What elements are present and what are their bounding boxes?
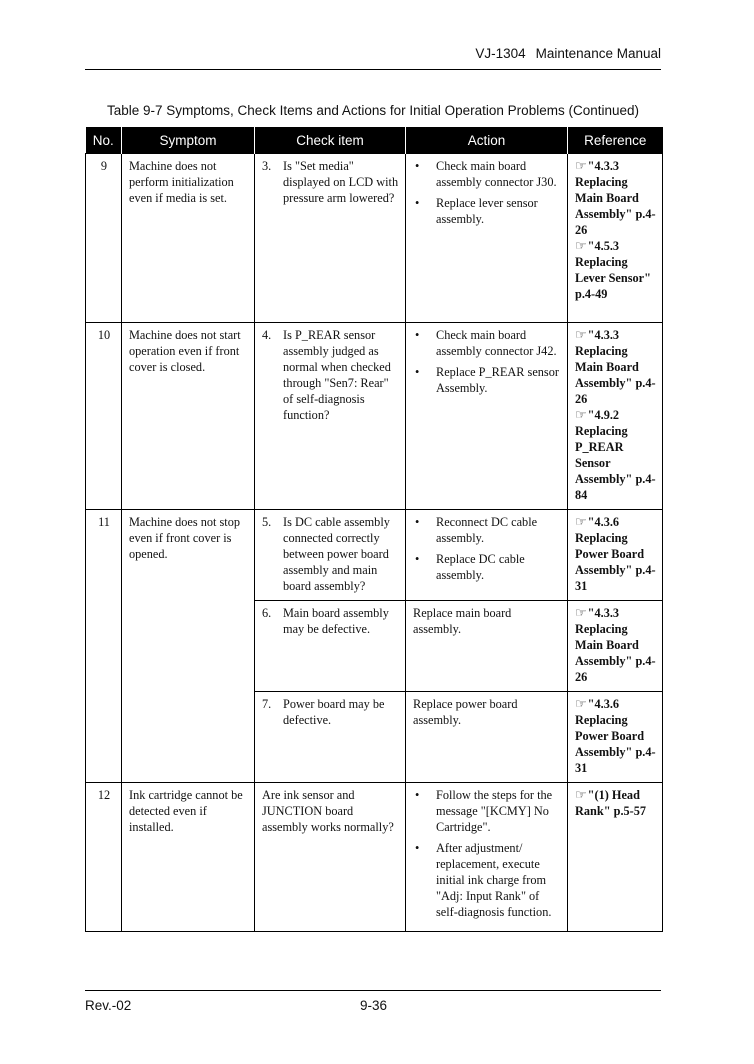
page-number: 9-36: [360, 998, 388, 1013]
check-text: Is "Set media" displayed on LCD with pressure arm lowered?: [283, 159, 399, 205]
reference-cell: [568, 510, 663, 601]
action-item: • Replace lever sensor assembly.: [415, 196, 538, 226]
action-item: • Replace DC cable assembly.: [415, 552, 525, 582]
table-row: [86, 323, 663, 510]
check-item-cell: Are ink sensor and JUNCTION board assembly works normally?: [255, 783, 406, 932]
action-cell: [406, 154, 568, 323]
check-item-cell: [255, 154, 406, 323]
check-text: Is DC cable assembly connected correctly between power board assembly and main board assembly?: [283, 515, 390, 593]
check-number: 4.: [262, 328, 272, 342]
pointing-hand-icon: ☞: [575, 605, 587, 620]
pointing-hand-icon: ☞: [575, 327, 587, 342]
reference-link[interactable]: ☞"4.3.6 Replacing Power Board Assembly" p.4-31: [575, 514, 656, 593]
pointing-hand-icon: ☞: [575, 787, 587, 802]
bullet-icon: •: [415, 515, 420, 529]
reference-cell: [568, 601, 663, 692]
pointing-hand-icon: ☞: [575, 696, 587, 711]
symptom-cell: Machine does not stop even if front cover is opened.: [122, 510, 255, 783]
symptom-cell: Machine does not perform initialization even if media is set.: [122, 154, 255, 323]
pointing-hand-icon: ☞: [575, 238, 587, 253]
table-row: [86, 154, 663, 323]
reference-link[interactable]: ☞"4.3.6 Replacing Power Board Assembly" p.4-31: [575, 696, 656, 775]
symptom-cell: Ink cartridge cannot be detected even if installed.: [122, 783, 255, 932]
reference-link[interactable]: ☞"(1) Head Rank" p.5-57: [575, 787, 647, 818]
footer-rule: [85, 990, 661, 991]
check-number: 3.: [262, 159, 272, 173]
action-item: • Replace P_REAR sensor Assembly.: [415, 365, 559, 395]
action-cell: [406, 783, 568, 932]
running-header: [475, 46, 661, 61]
column-header-no: No.: [86, 127, 122, 154]
header-rule: [85, 69, 661, 70]
check-number: 5.: [262, 515, 272, 529]
bullet-icon: •: [415, 841, 420, 855]
reference-cell: [568, 692, 663, 783]
column-header-symptom: Symptom: [122, 127, 255, 154]
bullet-icon: •: [415, 328, 420, 342]
reference-link[interactable]: ☞"4.3.3 Replacing Main Board Assembly" p.4-26: [575, 327, 656, 406]
action-item: • After adjustment/ replacement, execute initial ink charge from "Adj: Input Rank" of self-diagnosis function.: [415, 841, 552, 919]
row-number: 9: [86, 154, 122, 323]
table-row: [86, 510, 663, 601]
reference-cell: [568, 323, 663, 510]
doc-id: VJ-1304: [475, 46, 526, 61]
bullet-icon: •: [415, 365, 420, 379]
check-text: Is P_REAR sensor assembly judged as normal when checked through "Sen7: Rear" of self-diagnosis function?: [283, 328, 391, 422]
reference-link[interactable]: ☞"4.3.3 Replacing Main Board Assembly" p.4-26: [575, 605, 656, 684]
action-cell: [406, 510, 568, 601]
reference-link[interactable]: ☞"4.3.3 Replacing Main Board Assembly" p.4-26: [575, 158, 656, 237]
check-item-cell: [255, 510, 406, 601]
reference-cell: [568, 783, 663, 932]
row-number: 12: [86, 783, 122, 932]
check-number: 6.: [262, 606, 272, 620]
bullet-icon: •: [415, 196, 420, 210]
bullet-icon: •: [415, 552, 420, 566]
check-item-cell: [255, 323, 406, 510]
check-number: 7.: [262, 697, 272, 711]
symptoms-table: [85, 127, 663, 932]
action-cell: Replace power board assembly.: [406, 692, 568, 783]
action-item: • Check main board assembly connector J42.: [415, 328, 557, 358]
pointing-hand-icon: ☞: [575, 158, 587, 173]
row-number: 11: [86, 510, 122, 783]
row-number: 10: [86, 323, 122, 510]
reference-link[interactable]: ☞"4.5.3 Replacing Lever Sensor" p.4-49: [575, 238, 651, 301]
pointing-hand-icon: ☞: [575, 514, 587, 529]
bullet-icon: •: [415, 788, 420, 802]
action-item: • Reconnect DC cable assembly.: [415, 515, 538, 545]
reference-link[interactable]: ☞"4.9.2 Replacing P_REAR Sensor Assembly" p.4-84: [575, 407, 656, 502]
check-item-cell: [255, 601, 406, 692]
symptom-cell: Machine does not start operation even if front cover is closed.: [122, 323, 255, 510]
check-text: Power board may be defective.: [283, 697, 385, 727]
action-item: • Check main board assembly connector J30.: [415, 159, 557, 189]
pointing-hand-icon: ☞: [575, 407, 587, 422]
action-cell: [406, 323, 568, 510]
table-row: [86, 783, 663, 932]
column-header-action: Action: [406, 127, 568, 154]
bullet-icon: •: [415, 159, 420, 173]
check-text: Main board assembly may be defective.: [283, 606, 389, 636]
doc-title: Maintenance Manual: [535, 46, 661, 61]
table-header-row: [86, 127, 663, 154]
table-caption: Table 9-7 Symptoms, Check Items and Actions for Initial Operation Problems (Continued): [107, 103, 639, 118]
action-item: • Follow the steps for the message "[KCMY] No Cartridge".: [415, 788, 553, 834]
reference-cell: [568, 154, 663, 323]
revision-label: Rev.-02: [85, 998, 132, 1013]
column-header-check-item: Check item: [255, 127, 406, 154]
action-cell: Replace main board assembly.: [406, 601, 568, 692]
column-header-reference: Reference: [568, 127, 663, 154]
check-item-cell: [255, 692, 406, 783]
